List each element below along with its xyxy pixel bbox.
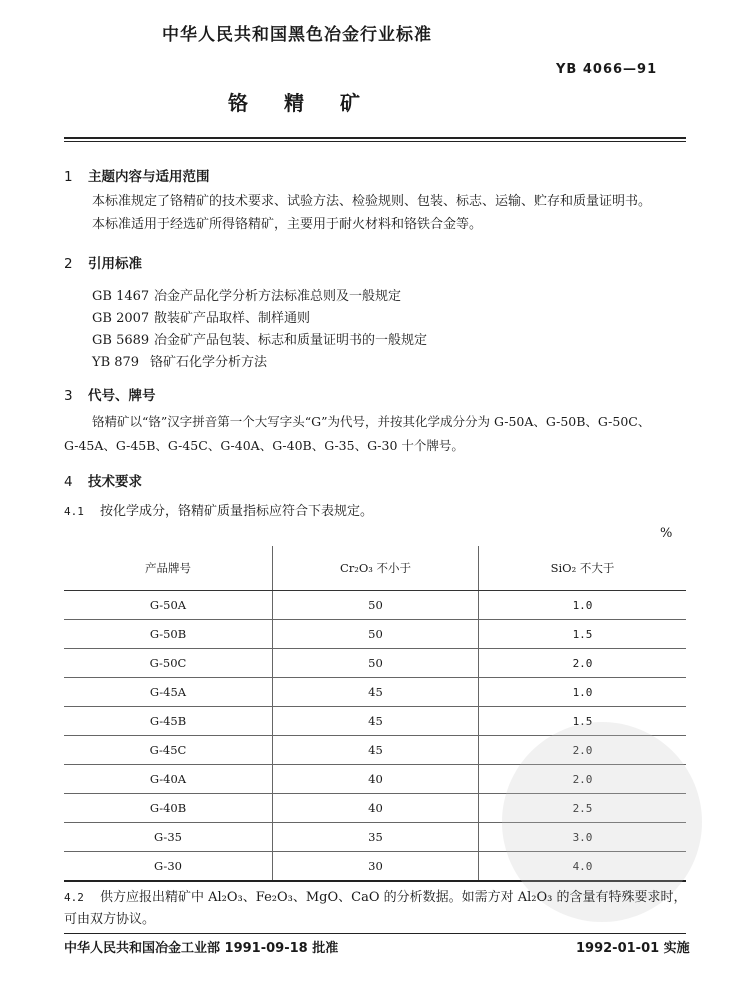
reference-text: 冶金矿产品包装、标志和质量证明书的一般规定 bbox=[154, 333, 428, 348]
table-cell: 50 bbox=[273, 591, 479, 620]
standard-number: YB 4066—91 bbox=[556, 62, 658, 77]
table-cell: 1.0 bbox=[479, 591, 687, 620]
table-cell: 2.5 bbox=[479, 794, 687, 823]
table-cell: 1.5 bbox=[479, 620, 687, 649]
table-cell: 1.5 bbox=[479, 707, 687, 736]
section-number: 1 bbox=[64, 169, 73, 185]
section-3-line-1: 铬精矿以“铬”汉字拼音第一个大写字头“G”为代号，并按其化学成分分为 G-50A、G-50B、G-50C、 bbox=[92, 414, 651, 429]
table-cell: 2.0 bbox=[479, 736, 687, 765]
column-header: 产品牌号 bbox=[64, 546, 273, 591]
table-cell: G-45A bbox=[64, 678, 273, 707]
clause-number: 4.1 bbox=[64, 505, 84, 518]
header-rule-thin bbox=[64, 141, 686, 142]
section-3-line-2: G-45A、G-45B、G-45C、G-40A、G-40B、G-35、G-30 十个牌号。 bbox=[64, 438, 464, 453]
table-cell: 40 bbox=[273, 794, 479, 823]
document-title bbox=[228, 87, 396, 116]
table-cell: 1.0 bbox=[479, 678, 687, 707]
reference-item bbox=[92, 329, 427, 348]
section-2-heading bbox=[64, 252, 142, 272]
clause-4-2-line-2: 可由双方协议。 bbox=[64, 912, 156, 927]
table-cell: 2.0 bbox=[479, 765, 687, 794]
clause-4-1 bbox=[64, 500, 373, 524]
table-cell: G-30 bbox=[64, 852, 273, 882]
table-cell: G-50B bbox=[64, 620, 273, 649]
section-1-paragraph-2: 本标准适用于经选矿所得铬精矿，主要用于耐火材料和铬铁合金等。 bbox=[92, 217, 483, 232]
reference-item bbox=[92, 351, 267, 370]
table-row bbox=[64, 591, 686, 620]
section-title: 代号、牌号 bbox=[88, 388, 156, 404]
column-header: Cr₂O₃ 不小于 bbox=[273, 546, 479, 591]
table-cell: 50 bbox=[273, 620, 479, 649]
table-cell: G-45B bbox=[64, 707, 273, 736]
approval-line: 中华人民共和国冶金工业部 1991-09-18 批准 bbox=[64, 941, 339, 956]
section-1-paragraph-1: 本标准规定了铬精矿的技术要求、试验方法、检验规则、包装、标志、运输、贮存和质量证明书。 bbox=[92, 194, 652, 209]
reference-code: GB 2007 bbox=[92, 311, 150, 326]
footer-rule bbox=[64, 933, 686, 934]
reference-code: YB 879 bbox=[92, 355, 140, 370]
title-char: 铬 bbox=[228, 91, 248, 115]
table-row bbox=[64, 649, 686, 678]
table-cell: 4.0 bbox=[479, 852, 687, 882]
table-cell: G-40A bbox=[64, 765, 273, 794]
reference-item bbox=[92, 285, 401, 304]
table-cell: G-45C bbox=[64, 736, 273, 765]
unit-label: % bbox=[660, 526, 673, 541]
table-cell: 40 bbox=[273, 765, 479, 794]
table-cell: 3.0 bbox=[479, 823, 687, 852]
table-cell: 35 bbox=[273, 823, 479, 852]
section-4-heading bbox=[64, 470, 142, 490]
section-number: 2 bbox=[64, 256, 73, 272]
section-number: 4 bbox=[64, 474, 73, 490]
section-3-heading bbox=[64, 384, 156, 404]
clause-text: 供方应报出精矿中 Al₂O₃、Fe₂O₃、MgO、CaO 的分析数据。如需方对 Al₂O₃ 的含量有特殊要求时， bbox=[100, 890, 687, 905]
table-cell: G-40B bbox=[64, 794, 273, 823]
reference-text: 散装矿产品取样、制样通则 bbox=[154, 311, 311, 326]
section-title: 主题内容与适用范围 bbox=[88, 169, 210, 185]
section-title: 技术要求 bbox=[88, 474, 142, 490]
title-char: 矿 bbox=[340, 91, 360, 115]
table-cell: 45 bbox=[273, 678, 479, 707]
clause-number: 4.2 bbox=[64, 891, 84, 904]
table-cell: 30 bbox=[273, 852, 479, 882]
column-header: SiO₂ 不大于 bbox=[479, 546, 687, 591]
table-cell: 45 bbox=[273, 736, 479, 765]
section-1-heading bbox=[64, 165, 210, 185]
reference-text: 铬矿石化学分析方法 bbox=[150, 355, 268, 370]
reference-text: 冶金产品化学分析方法标准总则及一般规定 bbox=[154, 289, 402, 304]
table-cell: 50 bbox=[273, 649, 479, 678]
table-row bbox=[64, 678, 686, 707]
publisher-heading: 中华人民共和国黑色冶金行业标准 bbox=[162, 25, 432, 45]
header-rule-thick bbox=[64, 137, 686, 139]
table-header-row bbox=[64, 546, 686, 591]
table-cell: G-35 bbox=[64, 823, 273, 852]
section-number: 3 bbox=[64, 388, 73, 404]
table-cell: G-50A bbox=[64, 591, 273, 620]
table-row bbox=[64, 620, 686, 649]
reference-item bbox=[92, 307, 310, 326]
reference-code: GB 5689 bbox=[92, 333, 150, 348]
effective-date: 1992-01-01 实施 bbox=[576, 941, 690, 956]
title-char: 精 bbox=[284, 91, 304, 115]
table-cell: G-50C bbox=[64, 649, 273, 678]
table-cell: 2.0 bbox=[479, 649, 687, 678]
clause-4-2-line-1 bbox=[64, 886, 687, 910]
reference-code: GB 1467 bbox=[92, 289, 150, 304]
section-title: 引用标准 bbox=[88, 256, 142, 272]
clause-text: 按化学成分，铬精矿质量指标应符合下表规定。 bbox=[100, 504, 374, 519]
table-cell: 45 bbox=[273, 707, 479, 736]
